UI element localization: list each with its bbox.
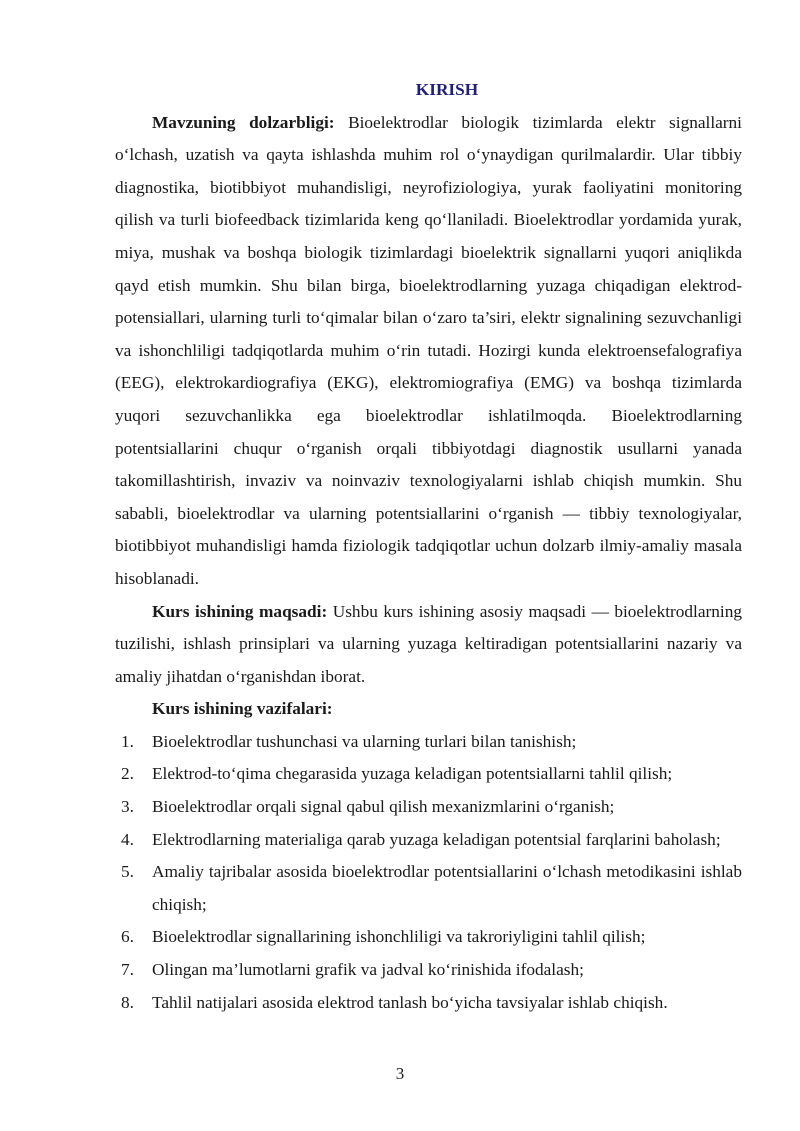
relevance-label: Mavzuning dolzarbligi:	[152, 112, 335, 132]
goal-label: Kurs ishining maqsadi:	[152, 601, 328, 621]
page-number: 3	[395, 1064, 405, 1083]
list-item-number: 5.	[121, 862, 134, 882]
list-item-text: Amaliy tajribalar asosida bioelektrodlar potentsiallarini o‘lchash metodikasini ishlab chiqish;	[152, 862, 742, 914]
section-title: KIRISH	[415, 80, 479, 99]
list-item	[115, 987, 742, 1020]
list-item-text: Elektrod-to‘qima chegarasida yuzaga keladigan potentsiallarni tahlil qilish;	[152, 764, 673, 784]
list-item	[115, 856, 742, 921]
list-item-number: 8.	[121, 992, 134, 1012]
list-item	[115, 824, 742, 857]
list-item-text: Bioelektrodlar orqali signal qabul qilish mexanizmlarini o‘rganish;	[152, 797, 615, 817]
list-item-text: Bioelektrodlar tushunchasi va ularning turlari bilan tanishish;	[152, 731, 577, 751]
list-item-text: Bioelektrodlar signallarining ishonchliligi va takroriyligini tahlil qilish;	[152, 927, 646, 947]
list-item	[115, 726, 742, 759]
list-item	[115, 791, 742, 824]
list-item-text: Olingan ma’lumotlarni grafik va jadval ko‘rinishida ifodalash;	[152, 960, 584, 980]
list-item-number: 2.	[121, 764, 134, 784]
list-item-number: 1.	[121, 731, 134, 751]
list-item-number: 4.	[121, 829, 134, 849]
relevance-text: Bioelektrodlar biologik tizimlarda elektr signallarni o‘lchash, uzatish va qayta ishlashda muhim rol o‘ynaydigan qurilmalardir. Ular tibbiy diagnostika, biotibbiyot muhandisligi, neyrofiziologiya, yurak faoliyatini monitoring qilish va turli biofeedback tizimlarida keng qo‘llaniladi. Bioelektrodlar yordamida yurak, miya, mushak va boshqa biologik tizimlardagi bioelektrik signallarni yuqori aniqlikda qayd etish mumkin. Shu bilan birga, bioelektrodlarning yuzaga chiqadigan elektrod-potensiallari, ularning turli to‘qimalar bilan o‘zaro ta’siri, elektr signalining sezuvchanligi va ishonchliligi tadqiqotlarda muhim o‘rin tutadi. Hozirgi kunda elektroensefalografiya (EEG), elektrokardiografiya (EKG), elektromiografiya (EMG) va boshqa tizimlarda yuqori sezuvchanlikka ega bioelektrodlar ishlatilmoqda. Bioelektrodlarning potentsiallarini chuqur o‘rganish orqali tibbiyotdagi diagnostik usullarni yanada takomillashtirish, invaziv va noinvaziv texnologiyalarni ishlab chiqish mumkin. Shu sababli, bioelektrodlar va ularning potentsiallarini o‘rganish — tibbiy texnologiyalar, biotibbiyot muhandisligi hamda fiziologik tadqiqotlar uchun dolzarb ilmiy-amaliy masala hisoblanadi.	[115, 112, 742, 588]
document-page	[115, 74, 742, 1019]
list-item	[115, 921, 742, 954]
goal-text: Ushbu kurs ishining asosiy maqsadi — bioelektrodlarning tuzilishi, ishlash prinsiplari va ularning yuzaga keltiradigan potentsiallarini nazariy va amaliy jihatdan o‘rganishdan iborat.	[115, 601, 742, 686]
relevance-paragraph	[115, 107, 742, 596]
list-item-text: Elektrodlarning materialiga qarab yuzaga keladigan potentsial farqlarini baholash;	[152, 829, 721, 849]
tasks-list	[115, 726, 742, 1019]
list-item	[115, 758, 742, 791]
list-item-number: 7.	[121, 960, 134, 980]
tasks-heading: Kurs ishining vazifalari:	[152, 699, 333, 719]
list-item-number: 3.	[121, 797, 134, 817]
goal-paragraph	[115, 596, 742, 694]
list-item-number: 6.	[121, 927, 134, 947]
list-item-text: Tahlil natijalari asosida elektrod tanlash bo‘yicha tavsiyalar ishlab chiqish.	[152, 992, 668, 1012]
list-item	[115, 954, 742, 987]
